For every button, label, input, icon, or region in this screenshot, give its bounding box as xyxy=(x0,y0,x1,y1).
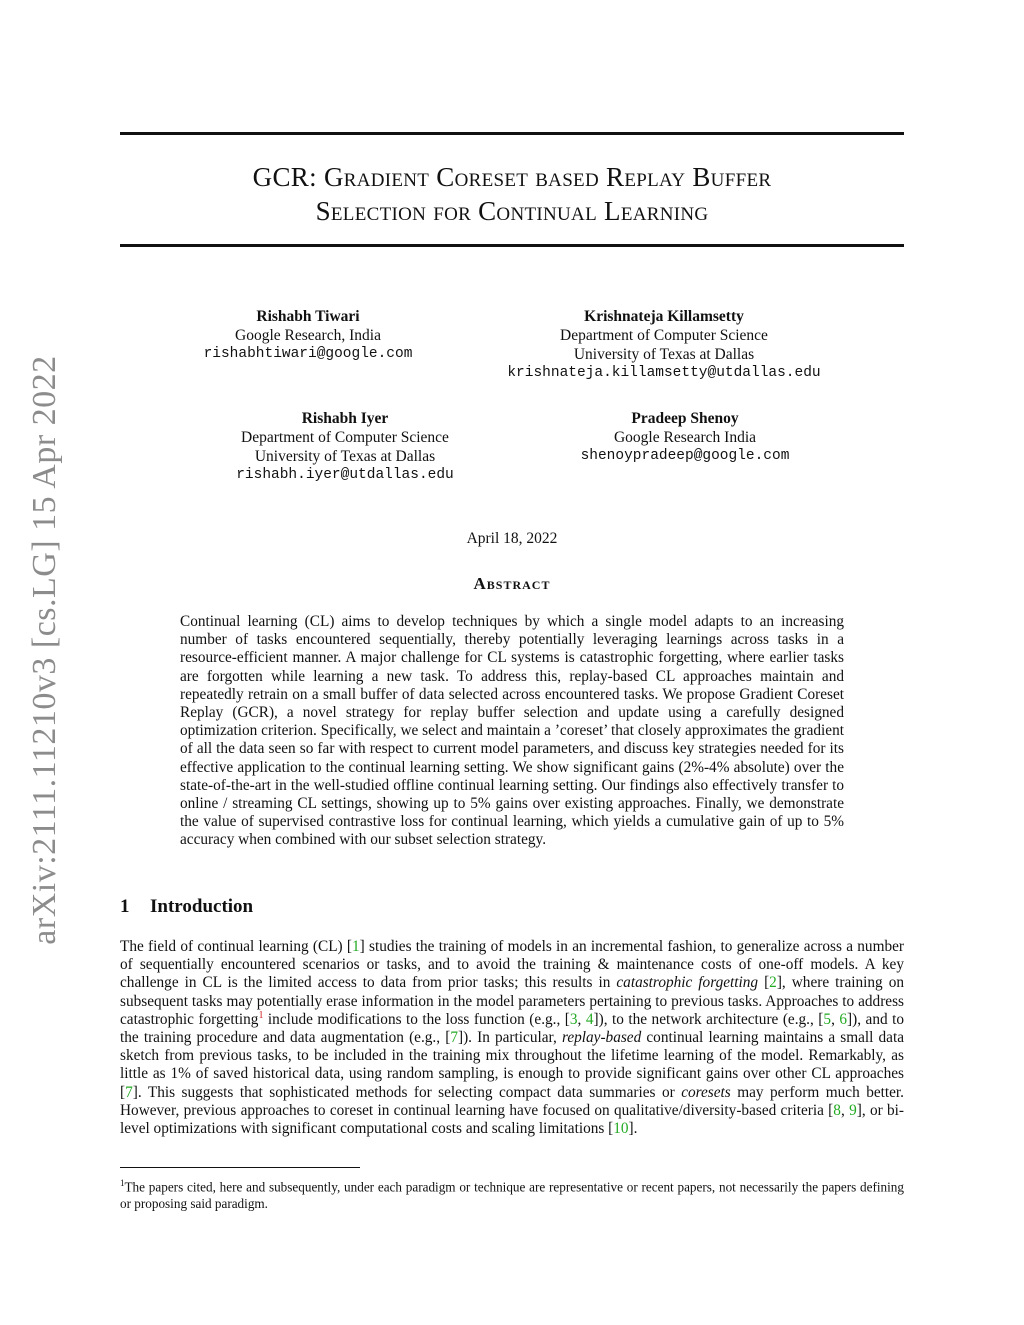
section-number: 1 xyxy=(120,896,130,917)
author-affiliation: Google Research, India xyxy=(235,327,381,344)
arxiv-stamp: arXiv:2111.11210v3 [cs.LG] 15 Apr 2022 xyxy=(26,355,63,945)
author-affiliation: Department of Computer Science xyxy=(560,327,768,344)
abstract-text: Continual learning (CL) aims to develop techniques by which a single model adapts to an increasing number of tasks encountered sequentially, thereby potentially leveraging learnings across tasks in a resource-efficient manner. A major challenge for CL systems is catastrophic forgetting, where earlier tasks are forgotten while learning a new task. To address this, replay-based CL approaches maintain and repeatedly retrain on a small buffer of data selected across encountered tasks. We propose Gradient Coreset Replay (GCR), a novel strategy for replay buffer selection and update using a carefully designed optimization criterion. Specifically, we select and maintain a ’coreset’ that closely approximates the gradient of all the data seen so far with respect to current model parameters, and discuss key strategies needed for its effective application to the continual learning setting. We show significant gains (2%-4% absolute) over the state-of-the-art in the well-studied offline continual learning setting. Our findings also effectively transfer to online / streaming CL settings, showing up to 5% gains over existing approaches. Finally, we demonstrate the value of supervised contrastive loss for continual learning, which yields a cumulative gain of up to 5% accuracy when combined with our subset selection strategy. xyxy=(180,613,844,849)
author-block xyxy=(494,307,834,383)
citation-link[interactable]: 7 xyxy=(125,1083,133,1101)
text-run: The field of continual learning (CL) [ xyxy=(120,938,353,955)
author-affiliation: Department of Computer Science xyxy=(241,429,449,446)
author-affiliation-2: University of Texas at Dallas xyxy=(254,448,436,465)
text-run: , xyxy=(577,1010,586,1028)
title-line-1: GCR: Gradient Coreset based Replay Buffer xyxy=(252,162,772,192)
author-email[interactable]: shenoypradeep@google.com xyxy=(580,448,790,464)
citation-link[interactable]: 6 xyxy=(839,1010,848,1028)
author-name: Rishabh Iyer xyxy=(301,410,389,427)
footnote-marker[interactable]: 1 xyxy=(258,1009,264,1021)
section-title: Introduction xyxy=(150,896,254,917)
citation-link[interactable]: 7 xyxy=(450,1029,458,1047)
text-run: , xyxy=(831,1010,840,1028)
title-line-2: Selection for Continual Learning xyxy=(315,196,709,226)
text-run: include modifications to the loss function (e.g., [ xyxy=(263,1010,570,1028)
title-rule-top xyxy=(120,132,904,135)
text-run: ]). In particular, xyxy=(457,1029,562,1047)
text-run: ]. This suggests that sophisticated methods for selecting compact data summaries or xyxy=(132,1083,682,1101)
text-run: ]), to the network architecture (e.g., [ xyxy=(593,1010,824,1028)
author-affiliation-2: University of Texas at Dallas xyxy=(573,346,755,363)
author-email[interactable]: rishabhtiwari@google.com xyxy=(203,346,413,362)
text-run: ], or bi-level optimizations with significant computational costs and scaling limitations [ xyxy=(120,1101,904,1138)
text-run: , xyxy=(840,1101,850,1119)
paper-date: April 18, 2022 xyxy=(466,530,558,547)
author-name: Rishabh Tiwari xyxy=(256,308,360,325)
author-email[interactable]: rishabh.iyer@utdallas.edu xyxy=(236,467,454,483)
text-run: [ xyxy=(758,974,770,992)
author-email[interactable]: krishnateja.killamsetty@utdallas.edu xyxy=(507,365,821,381)
author-block xyxy=(515,409,855,466)
emphasis: replay-based xyxy=(561,1029,642,1047)
citation-link[interactable]: 9 xyxy=(849,1101,857,1119)
footnote xyxy=(120,1175,904,1212)
paper-title xyxy=(120,160,904,228)
section-heading xyxy=(120,896,253,918)
footnote-rule xyxy=(120,1167,360,1168)
author-name: Krishnateja Killamsetty xyxy=(584,308,744,325)
citation-link[interactable]: 2 xyxy=(769,974,777,992)
emphasis: catastrophic forgetting xyxy=(616,974,759,992)
footnote-number: 1 xyxy=(120,1178,125,1188)
text-run: ], where training on subsequent tasks may potentially erase information in the model parameters pertaining to previous tasks. Approaches to address catastrophic forgetting xyxy=(120,974,904,1028)
text-run: continual learning maintains a small data sketch from previous tasks, to be included in the training mix throughout the lifetime learning of the model. Remarkably, as little as 1% of saved historical data, using random sampling, is enough to provide significant gains over other CL approaches [ xyxy=(120,1029,905,1101)
citation-link[interactable]: 1 xyxy=(352,938,360,955)
footnote-text: The papers cited, here and subsequently, under each paradigm or technique are representative or recent papers, not necessarily the papers defining or proposing said paradigm. xyxy=(120,1179,904,1211)
text-run: ]. xyxy=(628,1120,638,1138)
title-rule-bottom xyxy=(120,244,904,247)
citation-link[interactable]: 4 xyxy=(585,1010,594,1028)
abstract-heading: Abstract xyxy=(473,574,551,593)
author-affiliation: Google Research India xyxy=(613,429,757,446)
emphasis: coresets xyxy=(681,1083,731,1101)
citation-link[interactable]: 3 xyxy=(569,1010,578,1028)
citation-link[interactable]: 8 xyxy=(833,1101,841,1119)
author-block xyxy=(175,409,515,485)
author-name: Pradeep Shenoy xyxy=(631,410,739,427)
text-run: ] studies the training of models in an incremental fashion, to generalize across a number of sequentially encountered scenarios or tasks, and to avoid the training & maintenance costs of one-off models. A key challenge in CL is the limited access to data from prior tasks; this results in xyxy=(120,938,904,992)
author-block xyxy=(138,307,478,364)
text-run: ]), and to the training procedure and data augmentation (e.g., [ xyxy=(120,1010,904,1047)
citation-link[interactable]: 5 xyxy=(823,1010,832,1028)
introduction-paragraph xyxy=(120,938,904,1138)
citation-link[interactable]: 10 xyxy=(613,1120,629,1138)
text-run: may perform much better. However, previous approaches to coreset in continual learning have focused on qualitative/diversity-based criteria [ xyxy=(120,1083,904,1119)
